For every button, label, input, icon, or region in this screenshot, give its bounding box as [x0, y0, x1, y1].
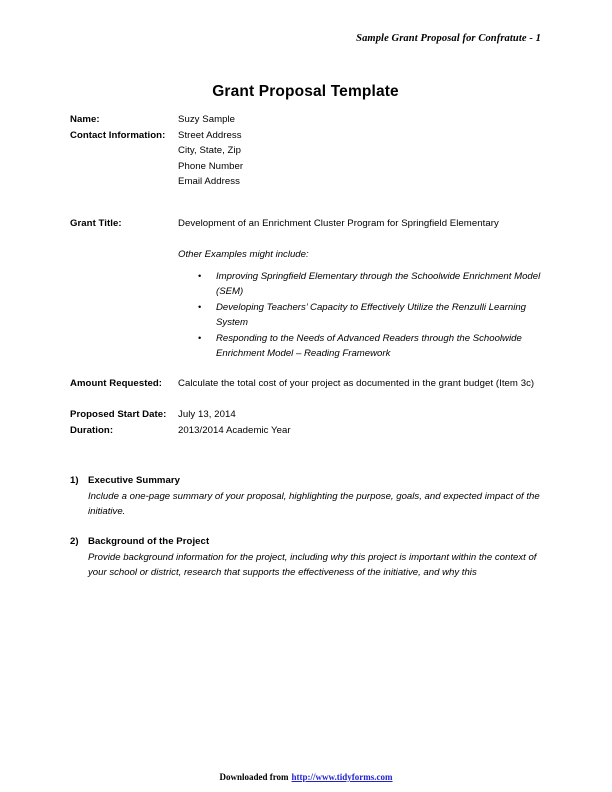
spacer — [70, 464, 542, 473]
bullet-icon: • — [198, 270, 202, 281]
field-row-contact-information — [70, 128, 542, 190]
document-body — [70, 112, 542, 581]
field-value-line: Suzy Sample — [178, 114, 236, 125]
spacer — [70, 391, 542, 407]
field-label-name: Name: — [70, 114, 100, 125]
field-value-name — [178, 112, 542, 128]
other-examples-note: Other Examples might include: — [178, 249, 309, 260]
field-row-grant-title — [70, 216, 542, 232]
list-item — [198, 331, 542, 362]
spacer — [70, 520, 542, 534]
field-label-amount-requested: Amount Requested: — [70, 377, 162, 389]
spacer — [70, 362, 542, 376]
running-header: Sample Grant Proposal for Confratute - 1 — [356, 33, 541, 44]
field-row-duration — [70, 423, 542, 439]
field-row-name — [70, 112, 542, 128]
section-heading: Executive Summary — [88, 475, 181, 486]
footer-prefix: Downloaded from — [219, 772, 289, 782]
list-item-label: Developing Teachers’ Capacity to Effectively Utilize the Renzulli Learning System — [216, 301, 527, 328]
field-value-proposed-start-date: July 13, 2014 — [178, 409, 236, 420]
contact-line-street: Street Address — [178, 129, 242, 141]
field-label-duration: Duration: — [70, 424, 114, 436]
field-value-grant-title: Development of an Enrichment Cluster Program for Springfield Elementary — [178, 217, 499, 229]
field-label-proposed-start-date: Proposed Start Date: — [70, 409, 167, 420]
section-body: Provide background information for the project, including why this project is important within the context of your school or district, research that supports the effectiveness of the initiative, and why this — [88, 551, 537, 579]
section-background-of-the-project — [70, 534, 542, 581]
section-executive-summary — [70, 473, 542, 520]
list-item-label: Improving Springfield Elementary through the Schoolwide Enrichment Model (SEM) — [216, 270, 541, 297]
contact-line-email: Email Address — [178, 176, 240, 187]
document-footer — [0, 772, 612, 782]
field-value-contact-information — [178, 128, 542, 190]
field-value-duration: 2013/2014 Academic Year — [178, 424, 291, 436]
spacer — [70, 438, 542, 464]
field-value-amount-requested: Calculate the total cost of your project as documented in the grant budget (Item 3c) — [178, 377, 535, 389]
contact-line-phone: Phone Number — [178, 160, 244, 172]
section-number: 1) — [70, 475, 79, 486]
list-item-label: Responding to the Needs of Advanced Readers through the Schoolwide Enrichment Model – Reading Framework — [216, 332, 522, 359]
section-heading: Background of the Project — [88, 536, 210, 548]
section-body: Include a one-page summary of your proposal, highlighting the purpose, goals, and expected impact of the initiative. — [88, 490, 540, 518]
spacer — [70, 231, 542, 247]
field-row-amount-requested — [70, 376, 542, 392]
section-number: 2) — [70, 536, 79, 548]
bullet-icon: • — [198, 332, 202, 343]
bullet-icon: • — [198, 301, 202, 312]
spacer — [70, 190, 542, 216]
contact-line-city: City, State, Zip — [178, 145, 241, 156]
list-item — [198, 300, 542, 331]
page-title: Grant Proposal Template — [212, 83, 399, 101]
list-item — [198, 269, 542, 300]
field-row-proposed-start-date — [70, 407, 542, 423]
example-titles-list — [70, 269, 542, 362]
field-label-grant-title: Grant Title: — [70, 217, 122, 229]
footer-source-link[interactable]: http://www.tidyforms.com — [291, 772, 393, 782]
field-label-contact-information: Contact Information: — [70, 129, 166, 141]
